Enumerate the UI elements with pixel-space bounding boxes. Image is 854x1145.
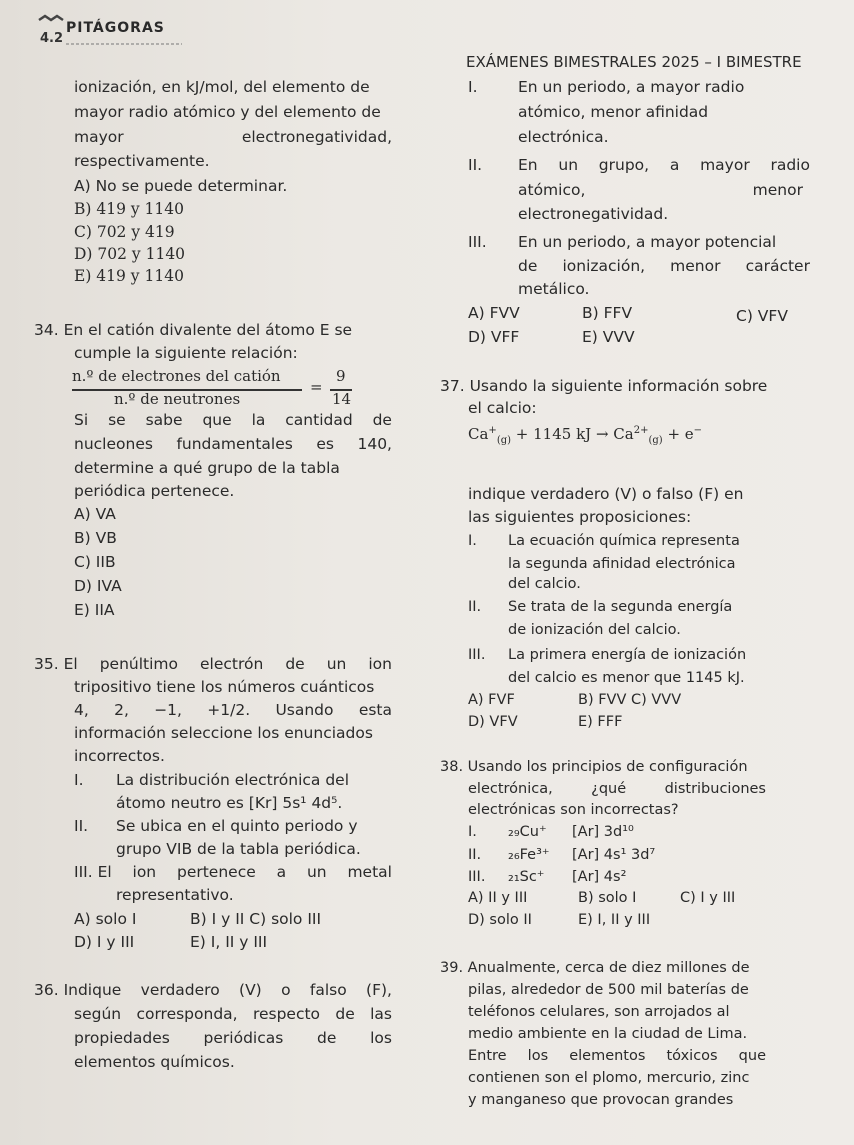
word: que: [202, 411, 232, 429]
q39-line1: 39. Anualmente, cerca de diez millones de: [440, 960, 750, 976]
q38-row1-config: [Ar] 3d¹⁰: [572, 824, 634, 840]
q36-line2: [74, 1004, 392, 1024]
word: de: [518, 257, 538, 275]
fraction-denominator: n.º de neutrones: [114, 390, 241, 408]
q35-statement1-num: I.: [74, 771, 84, 789]
word: radio: [770, 156, 810, 174]
word: según: [74, 1005, 122, 1023]
q38-row1-ion: ₂₉Cu⁺: [508, 824, 547, 840]
word: 36. Indique: [34, 981, 122, 999]
q35-statement1-cont: átomo neutro es [Kr] 5s¹ 4d⁵.: [116, 794, 343, 812]
word: ion: [368, 655, 392, 673]
q35-statement1: La distribución electrónica del: [116, 771, 350, 789]
word: Usando: [275, 701, 334, 719]
q33-option-e-right: E) VVV: [582, 328, 635, 346]
word: fundamentales: [176, 435, 293, 453]
word: a: [276, 863, 287, 881]
word: un: [326, 655, 347, 673]
q34-option-b: B) VB: [74, 529, 117, 547]
prop2-num: II.: [468, 156, 483, 174]
q37-item2-cont: de ionización del calcio.: [508, 622, 681, 638]
q34-line1: 34. En el catión divalente del átomo E se: [34, 321, 353, 339]
word: electronegatividad,: [241, 128, 392, 146]
word: pertenece: [176, 863, 256, 881]
q33-line1: ionización, en kJ/mol, del elemento de: [74, 78, 370, 96]
prop3: En un periodo, a mayor potencial: [518, 233, 777, 251]
q38-line1: 38. Usando los principios de configuración: [440, 759, 748, 775]
word: ion: [132, 863, 157, 881]
logo-text: PITÁGORAS: [66, 20, 165, 36]
q37-item1: La ecuación química representa: [508, 533, 740, 549]
q35-line1: [34, 654, 392, 674]
word: nucleones: [74, 435, 153, 453]
word: electrónica,: [468, 781, 553, 797]
q39-line2: pilas, alrededor de 500 mil baterías de: [468, 982, 749, 998]
word: los: [527, 1048, 549, 1064]
q34-option-c: C) IIB: [74, 553, 116, 571]
q34-line5: determine a qué grupo de la tabla: [74, 459, 340, 477]
equals-sign: =: [310, 378, 323, 396]
q37-line2: el calcio:: [468, 399, 537, 417]
q37-option-d: D) VFV: [468, 714, 518, 730]
q38-row3-config: [Ar] 4s²: [572, 869, 627, 885]
q38-option-b: B) solo I: [578, 890, 637, 906]
q34-line6: periódica pertenece.: [74, 482, 235, 500]
word: 2,: [114, 701, 129, 719]
word: es: [316, 435, 334, 453]
q35-line5: incorrectos.: [74, 747, 165, 765]
word: En: [518, 156, 538, 174]
q33-option-b-right: B) FFV: [582, 304, 633, 322]
fraction-numerator: n.º de electrones del catión: [72, 367, 281, 385]
svg-text:4.2: 4.2: [40, 31, 64, 46]
q36-line3: [74, 1028, 392, 1048]
word: o: [281, 981, 291, 999]
prop1-cont: atómico, menor afinidad: [518, 103, 709, 121]
prop3-num: III.: [468, 233, 487, 251]
word: de: [317, 1029, 337, 1047]
q35-statement2: Se ubica en el quinto periodo y: [116, 817, 358, 835]
word: grupo,: [598, 156, 650, 174]
exam-title: EXÁMENES BIMESTRALES 2025 – I BIMESTRE: [466, 53, 802, 71]
word: las: [370, 1005, 392, 1023]
q34-option-a: A) VA: [74, 505, 116, 523]
prop3-cont2: metálico.: [518, 280, 590, 298]
q37-item2-num: II.: [468, 599, 482, 615]
word: mayor: [74, 128, 124, 146]
q33-option-a-right: A) FVV: [468, 304, 520, 322]
q33-option-d: D) 702 y 1140: [74, 245, 186, 263]
q38-row2-config: [Ar] 4s¹ 3d⁷: [572, 847, 656, 863]
q34-option-d: D) IVA: [74, 577, 122, 595]
ratio-numerator: 9: [336, 367, 346, 385]
q35-statement3: [74, 862, 392, 882]
q34-line2: cumple la siguiente relación:: [74, 344, 298, 362]
ratio-denominator: 14: [332, 390, 352, 408]
word: de: [372, 411, 392, 429]
q37-item3-num: III.: [468, 647, 486, 663]
q38-row3-ion: ₂₁Sc⁺: [508, 869, 545, 885]
pitagoras-logo-icon: [36, 14, 66, 48]
q33-option-e: E) 419 y 1140: [74, 267, 184, 285]
eq-ca: Ca: [468, 425, 489, 443]
word: que: [738, 1048, 766, 1064]
q33-option-a: A) No se puede determinar.: [74, 177, 288, 195]
word: ¿qué: [591, 781, 627, 797]
q37-item3: La primera energía de ionización: [508, 647, 747, 663]
q34-option-e: E) IIA: [74, 601, 115, 619]
word: III. El: [74, 863, 112, 881]
word: −1,: [154, 701, 182, 719]
q39-line6: contienen son el plomo, mercurio, zinc: [468, 1070, 750, 1086]
word: Si: [74, 411, 89, 429]
word: los: [370, 1029, 392, 1047]
q33-option-b: B) 419 y 1140: [74, 200, 185, 218]
q33-line3: [74, 127, 392, 147]
q37-option-e: E) FFF: [578, 714, 623, 730]
q35-line2: tripositivo tiene los números cuánticos: [74, 678, 375, 696]
q37-item1-cont: la segunda afinidad electrónica: [508, 556, 736, 572]
q38-option-c: C) I y III: [680, 890, 736, 906]
q35-line4: información seleccione los enunciados: [74, 724, 373, 742]
word: tóxicos: [666, 1048, 718, 1064]
q38-line3: electrónicas son incorrectas?: [468, 802, 679, 818]
q37-option-bc: B) FVV C) VVV: [578, 692, 682, 708]
word: periódicas: [203, 1029, 284, 1047]
q36-line4: elementos químicos.: [74, 1053, 235, 1071]
q34-line3: [74, 410, 392, 430]
prop1-num: I.: [468, 78, 478, 96]
prop2: [518, 155, 810, 175]
word: +1/2.: [207, 701, 251, 719]
q35-option-bc: B) I y II C) solo III: [190, 910, 322, 928]
q35-statement2-cont: grupo VIB de la tabla periódica.: [116, 840, 361, 858]
word: esta: [358, 701, 392, 719]
word: menor: [670, 257, 721, 275]
q38-option-a: A) II y III: [468, 890, 528, 906]
prop1-cont2: electrónica.: [518, 128, 609, 146]
q38-option-e: E) I, II y III: [578, 912, 651, 928]
word: 35. El: [34, 655, 78, 673]
word: de: [285, 655, 305, 673]
q36-line1: [34, 980, 392, 1000]
word: propiedades: [74, 1029, 170, 1047]
word: menor: [752, 181, 803, 199]
q37-line3: indique verdadero (V) o falso (F) en: [468, 485, 744, 503]
q38-option-d: D) solo II: [468, 912, 532, 928]
q33-line4: respectivamente.: [74, 152, 210, 170]
q38-row1-num: I.: [468, 824, 477, 840]
word: electrón: [199, 655, 264, 673]
word: Entre: [468, 1048, 507, 1064]
logo-subtitle-scribble: [64, 38, 184, 50]
q39-line3: teléfonos celulares, son arrojados al: [468, 1004, 730, 1020]
q35-line3: [74, 700, 392, 720]
word: falso: [309, 981, 347, 999]
q39-line5: [468, 1046, 766, 1066]
word: (F),: [366, 981, 392, 999]
word: ionización,: [562, 257, 646, 275]
word: la: [251, 411, 266, 429]
prop1: En un periodo, a mayor radio: [518, 78, 745, 96]
q37-item3-cont: del calcio es menor que 1145 kJ.: [508, 670, 745, 686]
q33-option-d-right: D) VFF: [468, 328, 520, 346]
q33-option-c-right: C) VFV: [736, 307, 788, 325]
q38-line2: [468, 779, 766, 799]
prop2-cont: [518, 180, 803, 200]
eq-right: + e: [662, 425, 694, 443]
word: 4,: [74, 701, 89, 719]
word: de: [335, 1005, 355, 1023]
word: un: [306, 863, 327, 881]
q35-statement3-cont: representativo.: [116, 886, 234, 904]
word: a: [669, 156, 680, 174]
word: respecto: [252, 1005, 321, 1023]
word: distribuciones: [664, 781, 766, 797]
word: mayor: [700, 156, 750, 174]
eq-middle: + 1145 kJ → Ca: [511, 425, 634, 443]
word: atómico,: [518, 181, 586, 199]
q35-statement2-num: II.: [74, 817, 89, 835]
word: carácter: [745, 257, 810, 275]
q38-row2-ion: ₂₆Fe³⁺: [508, 847, 550, 863]
q37-line4: las siguientes proposiciones:: [468, 508, 692, 526]
word: 140,: [357, 435, 392, 453]
q35-option-e: E) I, II y III: [190, 933, 268, 951]
word: elementos: [569, 1048, 646, 1064]
prop3-cont: [518, 256, 810, 276]
word: corresponda,: [136, 1005, 238, 1023]
q38-row3-num: III.: [468, 869, 486, 885]
q39-line4: medio ambiente en la ciudad de Lima.: [468, 1026, 748, 1042]
word: metal: [347, 863, 392, 881]
q35-option-d: D) I y III: [74, 933, 135, 951]
word: verdadero: [140, 981, 220, 999]
q37-equation: $Ca^+_{(g)} + 1145$ kJ → $Ca^{2+}_{(g)} + e^-$: [468, 425, 703, 446]
q33-option-c: C) 702 y 419: [74, 223, 175, 241]
word: cantidad: [285, 411, 353, 429]
q37-item2: Se trata de la segunda energía: [508, 599, 733, 615]
q33-line2: mayor radio atómico y del elemento de: [74, 103, 381, 121]
word: sabe: [145, 411, 183, 429]
q38-row2-num: II.: [468, 847, 482, 863]
q37-item1-cont2: del calcio.: [508, 576, 581, 592]
word: (V): [239, 981, 262, 999]
word: se: [108, 411, 126, 429]
q37-item1-num: I.: [468, 533, 477, 549]
q37-option-a: A) FVF: [468, 692, 515, 708]
q37-line1: 37. Usando la siguiente información sobre: [440, 377, 768, 395]
word: penúltimo: [99, 655, 178, 673]
q34-line4: [74, 434, 392, 454]
q39-line7: y manganeso que provocan grandes: [468, 1092, 734, 1108]
word: un: [558, 156, 579, 174]
prop2-cont2: electronegatividad.: [518, 205, 669, 223]
q35-option-a: A) solo I: [74, 910, 137, 928]
